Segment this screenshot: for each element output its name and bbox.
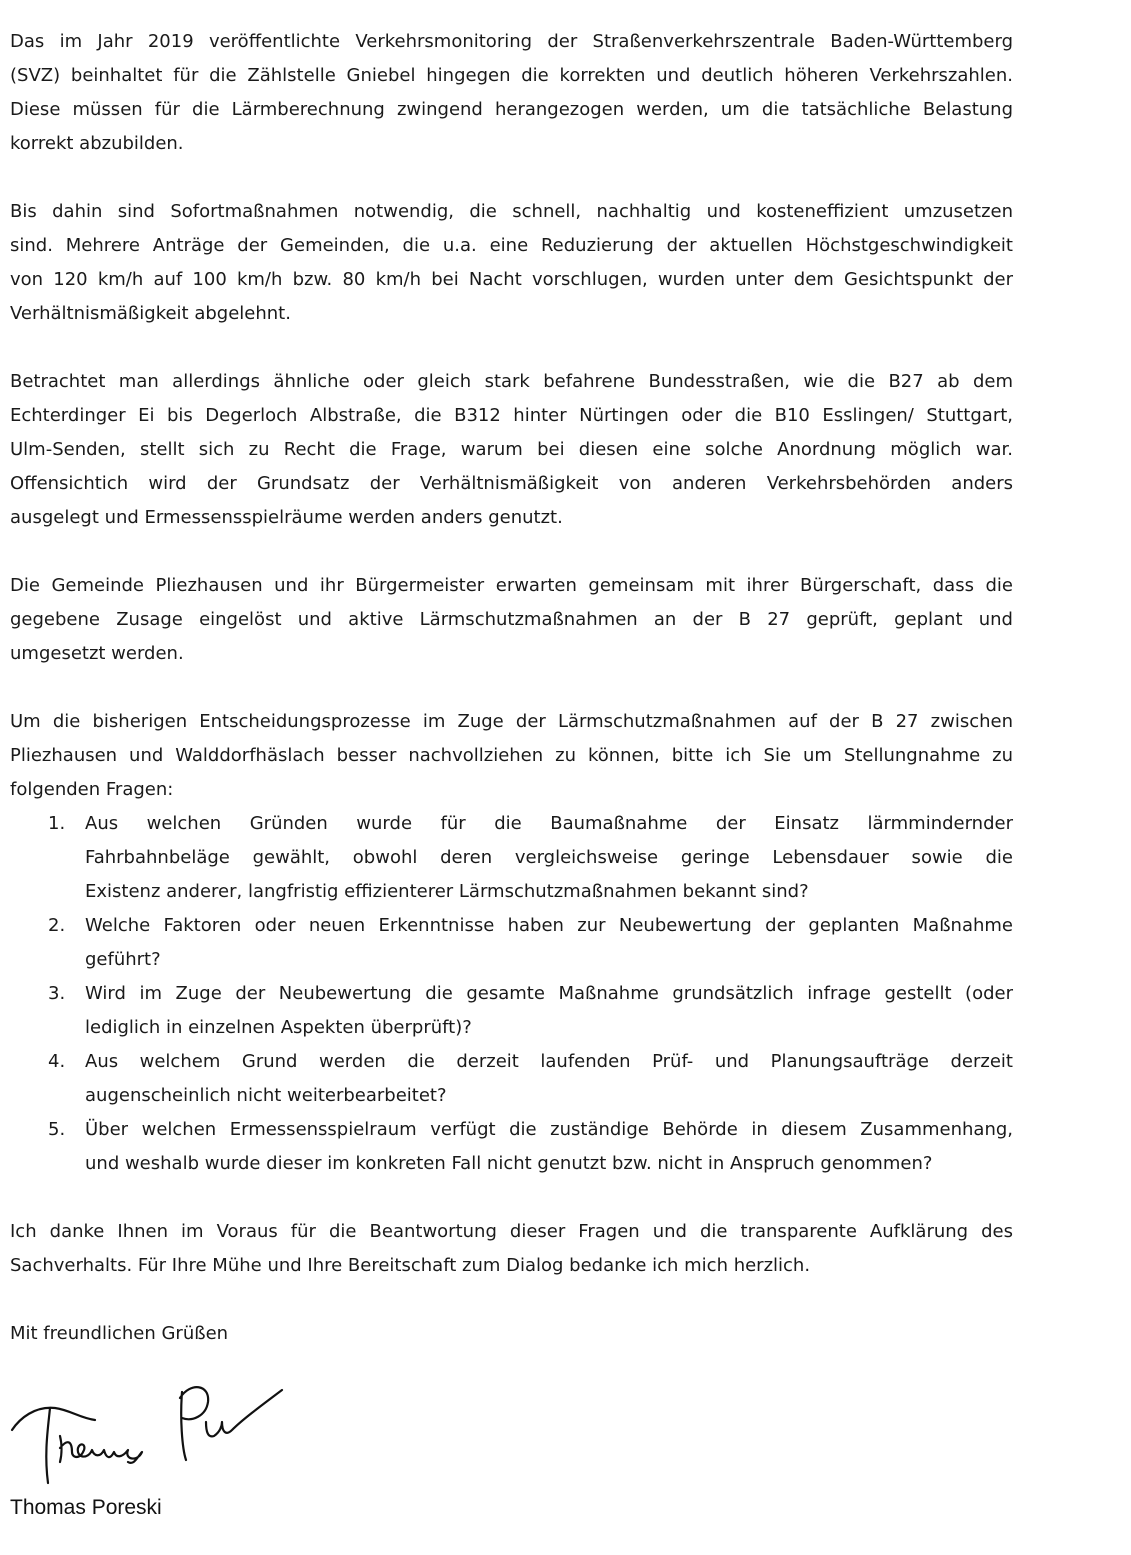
questions-list [10,807,1013,1181]
text-line: Welche Faktoren oder neuen Erkenntnisse haben zur Neubewertung der geplanten Maßnahme [85,915,1013,936]
text-line: Das im Jahr 2019 veröffentlichte Verkehrsmonitoring der Straßenverkehrszentrale Baden-Württemberg [10,31,1013,52]
text-line: umgesetzt werden. [10,643,184,664]
letter-body [10,25,1013,1385]
questions-intro [10,705,1013,807]
text-line: folgenden Fragen: [10,779,174,800]
text-line: Um die bisherigen Entscheidungsprozesse im Zuge der Lärmschutzmaßnahmen auf der B 27 zwischen [10,711,1013,732]
question-item [10,909,1013,977]
text-line: sind. Mehrere Anträge der Gemeinden, die u.a. eine Reduzierung der aktuellen Höchstgeschwindigkeit [10,235,1013,256]
text-line: gegebene Zusage eingelöst und aktive Lärmschutzmaßnahmen an der B 27 geprüft, geplant und [10,609,1013,630]
paragraphs-before [10,25,1013,671]
question-item [10,1113,1013,1181]
text-line: korrekt abzubilden. [10,133,184,154]
question-number: 4. [48,1051,66,1072]
question-item [10,807,1013,909]
text-line: ausgelegt und Ermessensspielräume werden anders genutzt. [10,507,563,528]
paragraph [10,195,1013,331]
signature-image [10,1378,300,1493]
text-line: Betrachtet man allerdings ähnliche oder gleich stark befahrene Bundesstraßen, wie die B27 ab dem [10,371,1013,392]
text-line: Mit freundlichen Grüßen [10,1323,229,1344]
question-number: 5. [48,1119,66,1140]
question-item [10,1045,1013,1113]
text-line: Bis dahin sind Sofortmaßnahmen notwendig, die schnell, nachhaltig und kosteneffizient umzusetzen [10,201,1013,222]
text-line: Echterdinger Ei bis Degerloch Albstraße, die B312 hinter Nürtingen oder die B10 Esslingen/ Stuttgart, [10,405,1013,426]
text-line: Die Gemeinde Pliezhausen und ihr Bürgermeister erwarten gemeinsam mit ihrer Bürgerschaft, dass die [10,575,1013,596]
signatory-name: Thomas Poreski [10,1496,162,1519]
text-line: Aus welchen Gründen wurde für die Baumaßnahme der Einsatz lärmmindernder [85,813,1013,834]
text-line: Ulm-Senden, stellt sich zu Recht die Frage, warum bei diesen eine solche Anordnung möglich war. [10,439,1013,460]
text-line: Über welchen Ermessensspielraum verfügt die zuständige Behörde in diesem Zusammenhang, [85,1119,1013,1140]
paragraph [10,365,1013,535]
paragraph [10,1317,1013,1351]
text-line: Offensichtich wird der Grundsatz der Verhältnismäßigkeit von anderen Verkehrsbehörden anders [10,473,1013,494]
text-line: Diese müssen für die Lärmberechnung zwingend herangezogen werden, um die tatsächliche Belastung [10,99,1013,120]
text-line: Sachverhalts. Für Ihre Mühe und Ihre Bereitschaft zum Dialog bedanke ich mich herzlich. [10,1255,811,1276]
text-line: Existenz anderer, langfristig effizienterer Lärmschutzmaßnahmen bekannt sind? [85,881,809,902]
text-line: lediglich in einzelnen Aspekten überprüft)? [85,1017,472,1038]
text-line: (SVZ) beinhaltet für die Zählstelle Gniebel hingegen die korrekten und deutlich höheren Verkehrszahlen. [10,65,1013,86]
question-number: 2. [48,915,66,936]
text-line: von 120 km/h auf 100 km/h bzw. 80 km/h bei Nacht vorschlugen, wurden unter dem Gesichtspunkt der [10,269,1013,290]
text-line: augenscheinlich nicht weiterbearbeitet? [85,1085,447,1106]
text-line: Pliezhausen und Walddorfhäslach besser nachvollziehen zu können, bitte ich Sie um Stellungnahme zu [10,745,1013,766]
paragraph [10,25,1013,161]
paragraph [10,569,1013,671]
text-line: Aus welchem Grund werden die derzeit laufenden Prüf- und Planungsaufträge derzeit [85,1051,1013,1072]
text-line: Wird im Zuge der Neubewertung die gesamte Maßnahme grundsätzlich infrage gestellt (oder [85,983,1013,1004]
question-number: 3. [48,983,66,1004]
text-line: geführt? [85,949,161,970]
paragraphs-after [10,1215,1013,1351]
question-number: 1. [48,813,66,834]
text-line: Verhältnismäßigkeit abgelehnt. [10,303,291,324]
question-item [10,977,1013,1045]
text-line: Fahrbahnbeläge gewählt, obwohl deren vergleichsweise geringe Lebensdauer sowie die [85,847,1013,868]
text-line: und weshalb wurde dieser im konkreten Fall nicht genutzt bzw. nicht in Anspruch genommen? [85,1153,933,1174]
text-line: Ich danke Ihnen im Voraus für die Beantwortung dieser Fragen und die transparente Aufklärung des [10,1221,1013,1242]
paragraph [10,1215,1013,1283]
